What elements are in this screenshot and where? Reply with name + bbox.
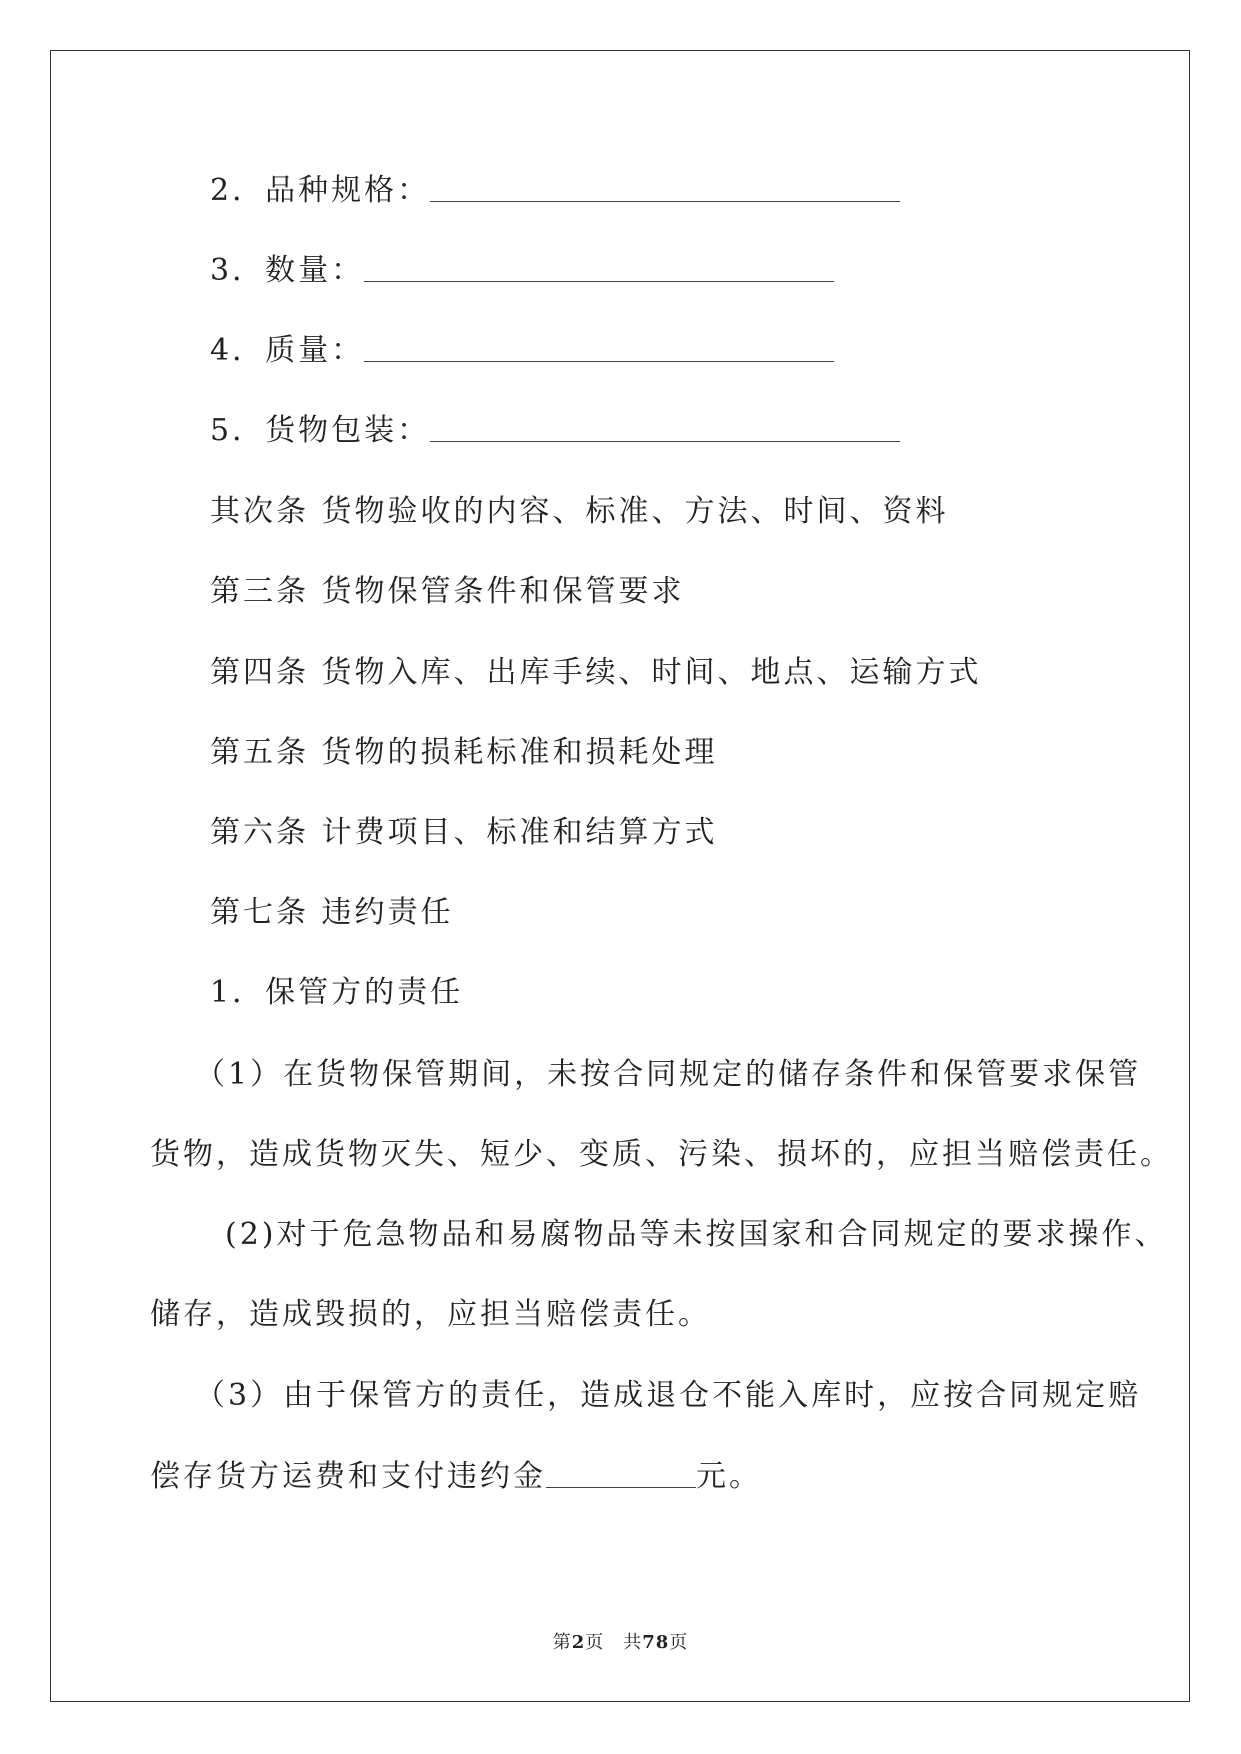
page-footer bbox=[0, 1628, 1241, 1654]
item-packaging-label: 5．货物包装： bbox=[210, 413, 431, 448]
item-quality-label: 4．质量： bbox=[210, 333, 365, 368]
item-quantity-label: 3．数量： bbox=[210, 253, 365, 288]
quality-blank-field bbox=[364, 335, 834, 362]
packaging-blank-field bbox=[430, 415, 900, 442]
article-3: 第三条 货物保管条件和保管要求 bbox=[210, 574, 685, 609]
page-frame bbox=[50, 50, 1190, 1702]
article-2: 其次条 货物验收的内容、标准、方法、时间、资料 bbox=[210, 494, 949, 529]
footer-prefix: 第 bbox=[552, 1632, 572, 1653]
clause-1-line-2: 货物，造成货物灭失、短少、变质、污染、损坏的，应担当赔偿责任。 bbox=[150, 1137, 1173, 1172]
currency-unit: 元。 bbox=[696, 1459, 762, 1494]
article-4: 第四条 货物入库、出库手续、时间、地点、运输方式 bbox=[210, 655, 982, 690]
quantity-blank-field bbox=[364, 255, 834, 282]
item-quantity bbox=[210, 255, 834, 286]
item-spec-label: 2．品种规格： bbox=[210, 173, 431, 208]
total-pages-number: 78 bbox=[642, 1632, 670, 1653]
clause-3-line-1: （3）由于保管方的责任，造成退仓不能入库时，应按合同规定赔 bbox=[195, 1378, 1142, 1413]
clause-2-line-1: (2)对于危急物品和易腐物品等未按国家和合同规定的要求操作、 bbox=[225, 1217, 1168, 1252]
liability-heading: 1．保管方的责任 bbox=[210, 975, 464, 1010]
item-spec bbox=[210, 175, 900, 206]
footer-mid: 页 共 bbox=[585, 1632, 643, 1653]
article-5: 第五条 货物的损耗标准和损耗处理 bbox=[210, 735, 718, 770]
article-6: 第六条 计费项目、标准和结算方式 bbox=[210, 815, 718, 850]
footer-suffix: 页 bbox=[669, 1632, 689, 1653]
penalty-amount-blank bbox=[546, 1461, 696, 1488]
item-packaging bbox=[210, 415, 900, 446]
clause-1-line-1: （1）在货物保管期间，未按合同规定的储存条件和保管要求保管 bbox=[195, 1057, 1142, 1092]
clause-3-text: 偿存货方运费和支付违约金 bbox=[150, 1459, 546, 1494]
current-page-number: 2 bbox=[571, 1632, 586, 1653]
article-7: 第七条 违约责任 bbox=[210, 895, 454, 930]
spec-blank-field bbox=[430, 175, 900, 202]
clause-2-line-2: 储存，造成毁损的，应担当赔偿责任。 bbox=[150, 1297, 711, 1332]
clause-3-line-2 bbox=[150, 1461, 762, 1492]
item-quality bbox=[210, 335, 834, 366]
